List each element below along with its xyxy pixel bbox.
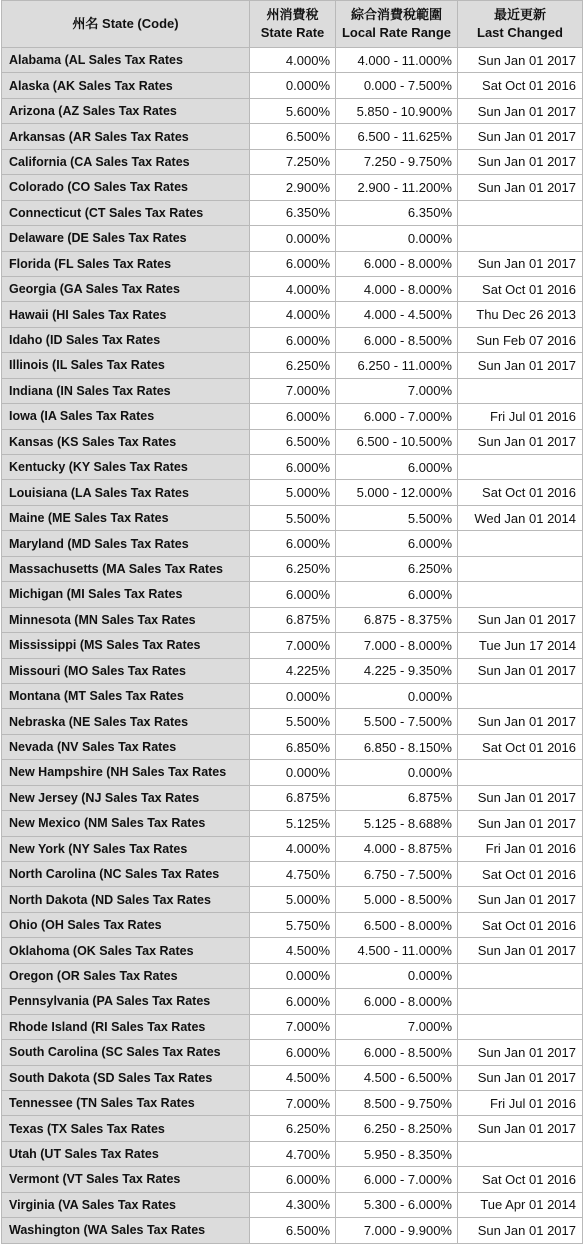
state-name-cell: South Dakota (SD Sales Tax Rates bbox=[2, 1065, 250, 1090]
table-row bbox=[2, 480, 583, 505]
state-name-cell: Montana (MT Sales Tax Rates bbox=[2, 683, 250, 708]
state-rate-cell: 6.250% bbox=[250, 353, 336, 378]
table-row bbox=[2, 455, 583, 480]
state-rate-cell: 7.000% bbox=[250, 633, 336, 658]
state-rate-cell: 6.000% bbox=[250, 531, 336, 556]
table-row bbox=[2, 709, 583, 734]
state-name-cell: Iowa (IA Sales Tax Rates bbox=[2, 404, 250, 429]
state-name-cell: North Dakota (ND Sales Tax Rates bbox=[2, 887, 250, 912]
local-rate-range-cell: 6.250 - 11.000% bbox=[336, 353, 458, 378]
local-rate-range-cell: 5.850 - 10.900% bbox=[336, 98, 458, 123]
last-changed-cell: Sun Jan 01 2017 bbox=[458, 48, 583, 73]
last-changed-cell: Tue Jun 17 2014 bbox=[458, 633, 583, 658]
state-rate-cell: 6.000% bbox=[250, 404, 336, 429]
last-changed-cell: Sun Jan 01 2017 bbox=[458, 607, 583, 632]
last-changed-cell: Sun Jan 01 2017 bbox=[458, 1218, 583, 1243]
state-rate-cell: 6.250% bbox=[250, 556, 336, 581]
state-rate-cell: 4.000% bbox=[250, 276, 336, 301]
last-changed-cell: Sun Jan 01 2017 bbox=[458, 785, 583, 810]
table-row bbox=[2, 302, 583, 327]
state-rate-cell: 4.700% bbox=[250, 1141, 336, 1166]
state-name-cell: Arizona (AZ Sales Tax Rates bbox=[2, 98, 250, 123]
state-rate-cell: 6.875% bbox=[250, 607, 336, 632]
last-changed-cell: Fri Jul 01 2016 bbox=[458, 1090, 583, 1115]
table-row bbox=[2, 251, 583, 276]
table-row bbox=[2, 98, 583, 123]
state-name-cell: Arkansas (AR Sales Tax Rates bbox=[2, 124, 250, 149]
last-changed-cell: Wed Jan 01 2014 bbox=[458, 505, 583, 530]
state-rate-cell: 6.000% bbox=[250, 582, 336, 607]
state-rate-cell: 4.500% bbox=[250, 938, 336, 963]
last-changed-cell: Fri Jan 01 2016 bbox=[458, 836, 583, 861]
last-changed-cell: Sun Jan 01 2017 bbox=[458, 98, 583, 123]
local-rate-range-cell: 6.000 - 7.000% bbox=[336, 404, 458, 429]
table-row bbox=[2, 658, 583, 683]
last-changed-cell bbox=[458, 556, 583, 581]
local-rate-range-cell: 6.000% bbox=[336, 455, 458, 480]
local-rate-range-cell: 4.000 - 8.875% bbox=[336, 836, 458, 861]
state-rate-cell: 4.500% bbox=[250, 1065, 336, 1090]
state-name-cell: New York (NY Sales Tax Rates bbox=[2, 836, 250, 861]
table-row bbox=[2, 353, 583, 378]
state-name-cell: Vermont (VT Sales Tax Rates bbox=[2, 1167, 250, 1192]
state-name-cell: Oregon (OR Sales Tax Rates bbox=[2, 963, 250, 988]
state-rate-cell: 6.000% bbox=[250, 251, 336, 276]
local-rate-range-cell: 4.000 - 4.500% bbox=[336, 302, 458, 327]
last-changed-cell: Sun Jan 01 2017 bbox=[458, 1116, 583, 1141]
table-header bbox=[2, 1, 583, 48]
table-row bbox=[2, 556, 583, 581]
local-rate-range-cell: 7.000 - 9.900% bbox=[336, 1218, 458, 1243]
state-name-cell: Nebraska (NE Sales Tax Rates bbox=[2, 709, 250, 734]
local-rate-range-cell: 4.225 - 9.350% bbox=[336, 658, 458, 683]
last-changed-cell: Sun Feb 07 2016 bbox=[458, 327, 583, 352]
local-rate-range-cell: 2.900 - 11.200% bbox=[336, 175, 458, 200]
header-local-range-en: Local Rate Range bbox=[341, 25, 452, 40]
state-name-cell: Maryland (MD Sales Tax Rates bbox=[2, 531, 250, 556]
last-changed-cell: Sun Jan 01 2017 bbox=[458, 149, 583, 174]
state-rate-cell: 6.000% bbox=[250, 1040, 336, 1065]
state-rate-cell: 0.000% bbox=[250, 963, 336, 988]
state-name-cell: Washington (WA Sales Tax Rates bbox=[2, 1218, 250, 1243]
last-changed-cell bbox=[458, 989, 583, 1014]
state-rate-cell: 0.000% bbox=[250, 760, 336, 785]
table-row bbox=[2, 963, 583, 988]
table-row bbox=[2, 1167, 583, 1192]
table-row bbox=[2, 1116, 583, 1141]
state-rate-cell: 5.000% bbox=[250, 480, 336, 505]
table-row bbox=[2, 633, 583, 658]
last-changed-cell bbox=[458, 1141, 583, 1166]
local-rate-range-cell: 7.000% bbox=[336, 1014, 458, 1039]
table-row bbox=[2, 1218, 583, 1243]
local-rate-range-cell: 6.000 - 8.000% bbox=[336, 989, 458, 1014]
state-rate-cell: 6.000% bbox=[250, 455, 336, 480]
table-row bbox=[2, 1090, 583, 1115]
table-row bbox=[2, 226, 583, 251]
table-row bbox=[2, 429, 583, 454]
last-changed-cell bbox=[458, 200, 583, 225]
local-rate-range-cell: 6.250 - 8.250% bbox=[336, 1116, 458, 1141]
local-rate-range-cell: 6.000 - 8.500% bbox=[336, 1040, 458, 1065]
last-changed-cell: Sun Jan 01 2017 bbox=[458, 887, 583, 912]
table-row bbox=[2, 505, 583, 530]
state-rate-cell: 2.900% bbox=[250, 175, 336, 200]
local-rate-range-cell: 0.000% bbox=[336, 963, 458, 988]
last-changed-cell: Sun Jan 01 2017 bbox=[458, 251, 583, 276]
state-name-cell: New Hampshire (NH Sales Tax Rates bbox=[2, 760, 250, 785]
state-rate-cell: 6.500% bbox=[250, 1218, 336, 1243]
state-name-cell: Louisiana (LA Sales Tax Rates bbox=[2, 480, 250, 505]
local-rate-range-cell: 0.000 - 7.500% bbox=[336, 73, 458, 98]
last-changed-cell bbox=[458, 760, 583, 785]
state-rate-cell: 0.000% bbox=[250, 683, 336, 708]
state-rate-cell: 6.875% bbox=[250, 785, 336, 810]
table-row bbox=[2, 73, 583, 98]
last-changed-cell bbox=[458, 531, 583, 556]
table-row bbox=[2, 582, 583, 607]
table-row bbox=[2, 404, 583, 429]
table-row bbox=[2, 887, 583, 912]
last-changed-cell: Sat Oct 01 2016 bbox=[458, 862, 583, 887]
last-changed-cell: Sat Oct 01 2016 bbox=[458, 734, 583, 759]
state-rate-cell: 5.125% bbox=[250, 811, 336, 836]
table-row bbox=[2, 1192, 583, 1217]
state-name-cell: Delaware (DE Sales Tax Rates bbox=[2, 226, 250, 251]
local-rate-range-cell: 7.250 - 9.750% bbox=[336, 149, 458, 174]
local-rate-range-cell: 6.875 - 8.375% bbox=[336, 607, 458, 632]
state-name-cell: Kentucky (KY Sales Tax Rates bbox=[2, 455, 250, 480]
last-changed-cell: Sun Jan 01 2017 bbox=[458, 1065, 583, 1090]
local-rate-range-cell: 6.875% bbox=[336, 785, 458, 810]
local-rate-range-cell: 6.500 - 11.625% bbox=[336, 124, 458, 149]
state-name-cell: Utah (UT Sales Tax Rates bbox=[2, 1141, 250, 1166]
last-changed-cell bbox=[458, 1014, 583, 1039]
table-row bbox=[2, 938, 583, 963]
state-name-cell: North Carolina (NC Sales Tax Rates bbox=[2, 862, 250, 887]
table-row bbox=[2, 1065, 583, 1090]
state-rate-cell: 4.000% bbox=[250, 836, 336, 861]
header-state bbox=[2, 1, 250, 48]
last-changed-cell: Sun Jan 01 2017 bbox=[458, 1040, 583, 1065]
state-rate-cell: 7.250% bbox=[250, 149, 336, 174]
state-name-cell: Nevada (NV Sales Tax Rates bbox=[2, 734, 250, 759]
table-row bbox=[2, 378, 583, 403]
last-changed-cell bbox=[458, 683, 583, 708]
local-rate-range-cell: 4.500 - 6.500% bbox=[336, 1065, 458, 1090]
state-rate-cell: 5.750% bbox=[250, 912, 336, 937]
local-rate-range-cell: 6.350% bbox=[336, 200, 458, 225]
last-changed-cell: Sat Oct 01 2016 bbox=[458, 73, 583, 98]
state-name-cell: Illinois (IL Sales Tax Rates bbox=[2, 353, 250, 378]
state-name-cell: Hawaii (HI Sales Tax Rates bbox=[2, 302, 250, 327]
table-row bbox=[2, 683, 583, 708]
header-last-changed-zh: 最近更新 bbox=[493, 7, 546, 22]
local-rate-range-cell: 4.000 - 8.000% bbox=[336, 276, 458, 301]
state-name-cell: South Carolina (SC Sales Tax Rates bbox=[2, 1040, 250, 1065]
state-name-cell: Mississippi (MS Sales Tax Rates bbox=[2, 633, 250, 658]
local-rate-range-cell: 6.850 - 8.150% bbox=[336, 734, 458, 759]
local-rate-range-cell: 4.000 - 11.000% bbox=[336, 48, 458, 73]
local-rate-range-cell: 0.000% bbox=[336, 760, 458, 785]
state-name-cell: Georgia (GA Sales Tax Rates bbox=[2, 276, 250, 301]
table-row bbox=[2, 200, 583, 225]
table-row bbox=[2, 175, 583, 200]
state-name-cell: Minnesota (MN Sales Tax Rates bbox=[2, 607, 250, 632]
state-name-cell: Florida (FL Sales Tax Rates bbox=[2, 251, 250, 276]
state-rate-cell: 6.250% bbox=[250, 1116, 336, 1141]
state-rate-cell: 6.000% bbox=[250, 327, 336, 352]
header-local-range bbox=[336, 1, 458, 48]
local-rate-range-cell: 6.250% bbox=[336, 556, 458, 581]
state-name-cell: New Jersey (NJ Sales Tax Rates bbox=[2, 785, 250, 810]
state-name-cell: Rhode Island (RI Sales Tax Rates bbox=[2, 1014, 250, 1039]
table-row bbox=[2, 989, 583, 1014]
state-name-cell: Michigan (MI Sales Tax Rates bbox=[2, 582, 250, 607]
state-name-cell: Virginia (VA Sales Tax Rates bbox=[2, 1192, 250, 1217]
local-rate-range-cell: 5.000 - 12.000% bbox=[336, 480, 458, 505]
state-rate-cell: 4.750% bbox=[250, 862, 336, 887]
state-rate-cell: 4.000% bbox=[250, 302, 336, 327]
state-name-cell: Oklahoma (OK Sales Tax Rates bbox=[2, 938, 250, 963]
last-changed-cell: Sun Jan 01 2017 bbox=[458, 353, 583, 378]
local-rate-range-cell: 6.000 - 8.500% bbox=[336, 327, 458, 352]
state-rate-cell: 4.000% bbox=[250, 48, 336, 73]
state-rate-cell: 5.600% bbox=[250, 98, 336, 123]
last-changed-cell: Sun Jan 01 2017 bbox=[458, 124, 583, 149]
state-name-cell: New Mexico (NM Sales Tax Rates bbox=[2, 811, 250, 836]
state-name-cell: Pennsylvania (PA Sales Tax Rates bbox=[2, 989, 250, 1014]
state-name-cell: Idaho (ID Sales Tax Rates bbox=[2, 327, 250, 352]
table-row bbox=[2, 124, 583, 149]
last-changed-cell bbox=[458, 226, 583, 251]
state-name-cell: Tennessee (TN Sales Tax Rates bbox=[2, 1090, 250, 1115]
local-rate-range-cell: 6.500 - 8.000% bbox=[336, 912, 458, 937]
header-state-rate-zh: 州消費稅 bbox=[266, 7, 319, 22]
local-rate-range-cell: 7.000% bbox=[336, 378, 458, 403]
state-name-cell: Connecticut (CT Sales Tax Rates bbox=[2, 200, 250, 225]
state-name-cell: Alaska (AK Sales Tax Rates bbox=[2, 73, 250, 98]
last-changed-cell: Sat Oct 01 2016 bbox=[458, 276, 583, 301]
last-changed-cell: Fri Jul 01 2016 bbox=[458, 404, 583, 429]
state-name-cell: Massachusetts (MA Sales Tax Rates bbox=[2, 556, 250, 581]
last-changed-cell: Sun Jan 01 2017 bbox=[458, 938, 583, 963]
local-rate-range-cell: 0.000% bbox=[336, 683, 458, 708]
state-rate-cell: 6.500% bbox=[250, 429, 336, 454]
local-rate-range-cell: 4.500 - 11.000% bbox=[336, 938, 458, 963]
state-rate-cell: 7.000% bbox=[250, 1090, 336, 1115]
local-rate-range-cell: 6.000 - 8.000% bbox=[336, 251, 458, 276]
state-name-cell: Maine (ME Sales Tax Rates bbox=[2, 505, 250, 530]
table-row bbox=[2, 734, 583, 759]
header-last-changed-en: Last Changed bbox=[477, 25, 563, 40]
local-rate-range-cell: 6.500 - 10.500% bbox=[336, 429, 458, 454]
local-rate-range-cell: 6.000% bbox=[336, 582, 458, 607]
state-name-cell: Texas (TX Sales Tax Rates bbox=[2, 1116, 250, 1141]
header-last-changed bbox=[458, 1, 583, 48]
last-changed-cell: Sun Jan 01 2017 bbox=[458, 811, 583, 836]
last-changed-cell: Thu Dec 26 2013 bbox=[458, 302, 583, 327]
table-row bbox=[2, 785, 583, 810]
state-rate-cell: 5.500% bbox=[250, 505, 336, 530]
table-row bbox=[2, 607, 583, 632]
last-changed-cell: Sat Oct 01 2016 bbox=[458, 912, 583, 937]
local-rate-range-cell: 6.000% bbox=[336, 531, 458, 556]
last-changed-cell: Sat Oct 01 2016 bbox=[458, 480, 583, 505]
state-name-cell: Missouri (MO Sales Tax Rates bbox=[2, 658, 250, 683]
header-row bbox=[2, 1, 583, 48]
local-rate-range-cell: 5.125 - 8.688% bbox=[336, 811, 458, 836]
table-row bbox=[2, 149, 583, 174]
local-rate-range-cell: 5.000 - 8.500% bbox=[336, 887, 458, 912]
state-name-cell: California (CA Sales Tax Rates bbox=[2, 149, 250, 174]
table-row bbox=[2, 912, 583, 937]
table-row bbox=[2, 836, 583, 861]
state-rate-cell: 4.300% bbox=[250, 1192, 336, 1217]
table-row bbox=[2, 1014, 583, 1039]
table-row bbox=[2, 531, 583, 556]
last-changed-cell: Sun Jan 01 2017 bbox=[458, 709, 583, 734]
table-row bbox=[2, 1141, 583, 1166]
local-rate-range-cell: 5.950 - 8.350% bbox=[336, 1141, 458, 1166]
local-rate-range-cell: 5.500 - 7.500% bbox=[336, 709, 458, 734]
state-rate-cell: 0.000% bbox=[250, 226, 336, 251]
state-name-cell: Indiana (IN Sales Tax Rates bbox=[2, 378, 250, 403]
last-changed-cell: Sat Oct 01 2016 bbox=[458, 1167, 583, 1192]
table-row bbox=[2, 327, 583, 352]
table-row bbox=[2, 276, 583, 301]
state-rate-cell: 6.500% bbox=[250, 124, 336, 149]
state-rate-cell: 5.000% bbox=[250, 887, 336, 912]
state-rate-cell: 7.000% bbox=[250, 1014, 336, 1039]
state-rate-cell: 6.850% bbox=[250, 734, 336, 759]
last-changed-cell bbox=[458, 378, 583, 403]
local-rate-range-cell: 5.500% bbox=[336, 505, 458, 530]
table-body bbox=[2, 48, 583, 1244]
table-row bbox=[2, 811, 583, 836]
state-name-cell: Alabama (AL Sales Tax Rates bbox=[2, 48, 250, 73]
state-name-cell: Kansas (KS Sales Tax Rates bbox=[2, 429, 250, 454]
state-name-cell: Colorado (CO Sales Tax Rates bbox=[2, 175, 250, 200]
local-rate-range-cell: 7.000 - 8.000% bbox=[336, 633, 458, 658]
table-row bbox=[2, 760, 583, 785]
state-rate-cell: 6.000% bbox=[250, 989, 336, 1014]
state-rate-cell: 0.000% bbox=[250, 73, 336, 98]
local-rate-range-cell: 6.000 - 7.000% bbox=[336, 1167, 458, 1192]
state-name-cell: Ohio (OH Sales Tax Rates bbox=[2, 912, 250, 937]
last-changed-cell: Tue Apr 01 2014 bbox=[458, 1192, 583, 1217]
local-rate-range-cell: 8.500 - 9.750% bbox=[336, 1090, 458, 1115]
state-rate-cell: 7.000% bbox=[250, 378, 336, 403]
sales-tax-table bbox=[1, 0, 583, 1244]
header-state-label: 州名 State (Code) bbox=[72, 16, 179, 31]
local-rate-range-cell: 6.750 - 7.500% bbox=[336, 862, 458, 887]
table-row bbox=[2, 1040, 583, 1065]
table-row bbox=[2, 48, 583, 73]
table-row bbox=[2, 862, 583, 887]
header-state-rate-en: State Rate bbox=[260, 25, 325, 40]
last-changed-cell bbox=[458, 455, 583, 480]
last-changed-cell: Sun Jan 01 2017 bbox=[458, 175, 583, 200]
state-rate-cell: 6.000% bbox=[250, 1167, 336, 1192]
last-changed-cell bbox=[458, 963, 583, 988]
last-changed-cell bbox=[458, 582, 583, 607]
local-rate-range-cell: 5.300 - 6.000% bbox=[336, 1192, 458, 1217]
header-state-rate bbox=[250, 1, 336, 48]
header-local-range-zh: 綜合消費稅範圍 bbox=[350, 7, 442, 22]
last-changed-cell: Sun Jan 01 2017 bbox=[458, 658, 583, 683]
state-rate-cell: 4.225% bbox=[250, 658, 336, 683]
last-changed-cell: Sun Jan 01 2017 bbox=[458, 429, 583, 454]
state-rate-cell: 6.350% bbox=[250, 200, 336, 225]
state-rate-cell: 5.500% bbox=[250, 709, 336, 734]
local-rate-range-cell: 0.000% bbox=[336, 226, 458, 251]
